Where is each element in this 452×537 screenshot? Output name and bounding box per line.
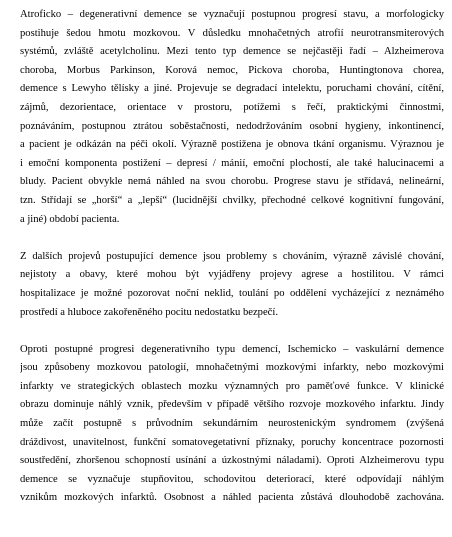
text-line: může začít postupně s průvodním sekundárním neurostenickým syndromem (zvýšená [20, 418, 444, 430]
paragraph-vascular [20, 341, 444, 508]
text-line: systémů, zvláště acetylcholinu. Mezi tento typ demence se nejčastěji řadí – Alzheimerova [20, 46, 444, 58]
paragraph-behavior [20, 248, 444, 322]
text-line: hospitalizace je možné pozorovat noční neklid, toulání po oddělení vycházející z neznámého [20, 287, 444, 299]
text-line: demence s Lewyho tělísky a jiné. Projevuje se degradací intelektu, poruchami chování, cítění, [20, 83, 444, 95]
text-line: demence se vyznačuje stupňovitou, schodovitou deteriorací, které odpovídají náhlým [20, 473, 444, 485]
text-line: nejistoty a obavy, které mohou být vyjádřeny projevy agrese a hostilitou. V rámci [20, 269, 444, 281]
text-line: a jiné) období pacienta. [20, 213, 120, 225]
text-line: a pacient je odkázán na péči okolí. Výrazně postižena je obnova tkání organismu. Výraznou je [20, 139, 444, 151]
text-line: prostředí a hluboce zakořeněného pocitu nedostatku bezpečí. [20, 306, 278, 318]
text-line: infarkty ve strategických oblastech mozku významných pro paměťové funkce. V klinické [20, 380, 444, 392]
text-line: choroba, Morbus Parkinson, Korová nemoc, Pickova choroba, Huntingtonova chorea, [20, 64, 444, 76]
text-line: zájmů, dezorientace, orientace v prostoru, potížemi s řečí, praktickými činnostmi, [20, 101, 444, 113]
paragraph-degenerative [20, 6, 444, 229]
text-line: Atroficko – degenerativní demence se vyznačují postupnou progresí stavu, a morfologicky [20, 9, 444, 20]
text-line: i emoční komponenta postižení – depresí / mánií, emoční plochostí, ale také halucinacemi a [20, 157, 444, 169]
text-line: dráždivost, unavitelnost, funkční somatovegetativní příznaky, poruchy koncentrace pozornosti [20, 436, 444, 448]
text-line: vznikům mozkových infarktů. Osobnost a náhled pacienta zůstává dlouhodobě zachována. [20, 492, 444, 504]
text-line: bludy. Pacient obvykle nemá náhled na svou chorobu. Progrese stavu je střídavá, nelineární, [20, 176, 444, 188]
document-page [20, 6, 444, 527]
text-line: Z dalších projevů postupující demence jsou problemy s chováním, výrazně závislé chování, [20, 250, 444, 262]
text-line: obrazu dominuje náhlý vznik, především v případě většího rozvoje mozkového infarktu. Jindy [20, 399, 444, 411]
text-line: poznáváním, postupnou ztrátou soběstačnosti, nedodržováním osobní hygieny, inkontinencí, [20, 120, 444, 132]
text-line: jsou způsobeny mozkovou patologií, mnohačetnými mozkovými infarkty, nebo mozkovými [20, 362, 444, 374]
text-line: soustředění, zhoršenou schopností usínání a úzkostnými náladami). Oproti Alzheimerovu typu [20, 455, 444, 467]
text-line: tzn. Střídají se „horší“ a „lepší“ (lucidnější chvilky, přechodné celkové kognitivní fungování, [20, 194, 444, 206]
text-line: postihuje šedou hmotu mozkovou. V důsledku mnohačetných atrofií neurotransmiterových [20, 27, 444, 39]
text-line: Oproti postupné progresi degenerativního typu demencí, Ischemicko – vaskulární demence [20, 343, 444, 355]
